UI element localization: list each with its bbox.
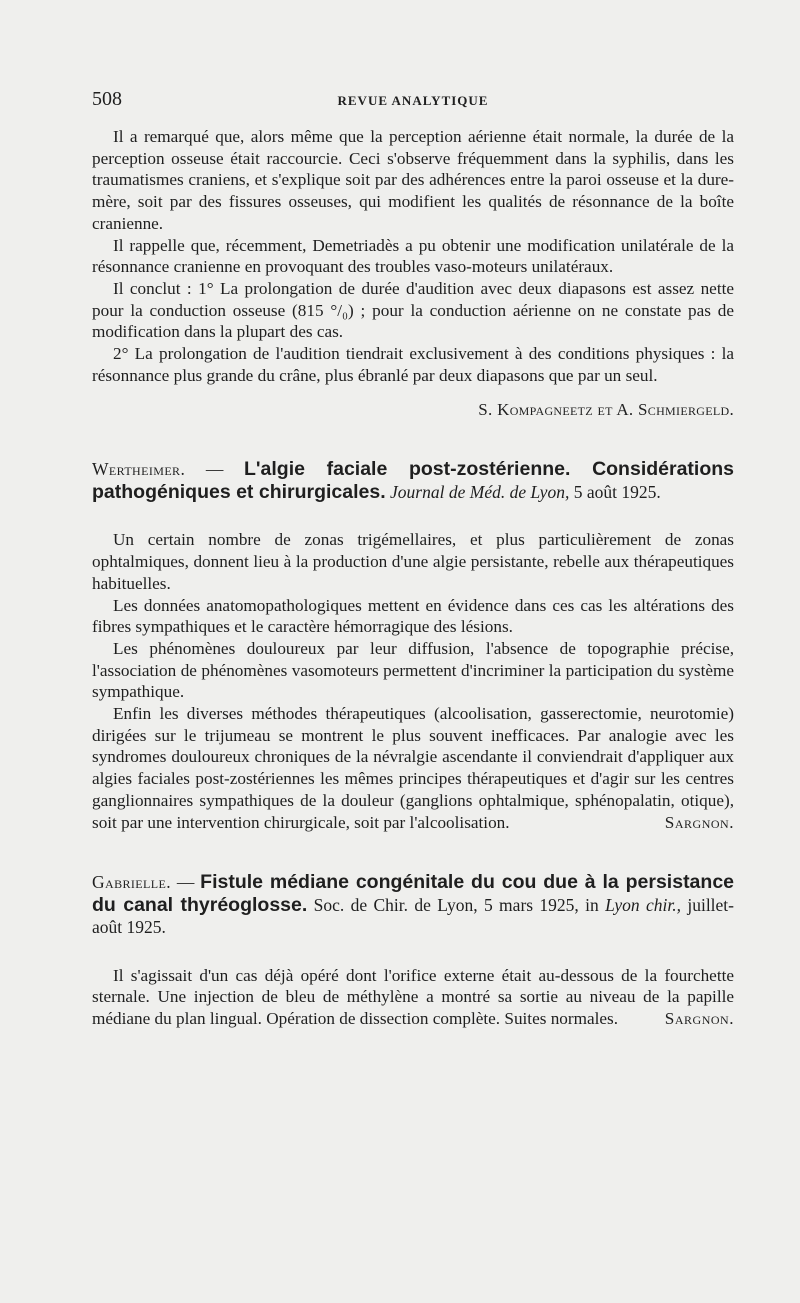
article-heading xyxy=(92,871,734,939)
article-author: Wertheimer. xyxy=(92,459,186,480)
journal-page xyxy=(92,82,734,1030)
heading-dash: — xyxy=(185,459,244,480)
paragraph-text: Il s'agissait d'un cas déjà opéré dont l'orifice externe était au-dessous de la fourchette sternale. Une injection de bleu de méthylène a montré sa sortie au niveau de la papille médiane du plan lingual. Opération de dissection complète. Suites normales. xyxy=(92,965,734,1029)
article-title: L'algie faciale post-zostérienne. Considérations pathogéniques et chirurgicales. xyxy=(92,458,735,503)
page-number: 508 xyxy=(92,88,122,110)
page-header xyxy=(92,82,734,112)
journal-name: Journal de Méd. de Lyon, xyxy=(390,481,570,502)
paragraph xyxy=(92,965,734,1030)
paragraph: Les phénomènes douloureux par leur diffusion, l'absence de topographie précise, l'association de phénomènes vasomoteurs permettent d'incriminer la participation du système sympathique. xyxy=(92,638,734,702)
paragraph: Il rappelle que, récemment, Demetriadès a pu obtenir une modification unilatérale de la résonnance cranienne en provoquant des troubles vaso-moteurs unilatéraux. xyxy=(92,235,734,277)
publication-date: 5 août 1925. xyxy=(573,481,661,502)
paragraph-text: Enfin les diverses méthodes thérapeutiques (alcoolisation, gasserectomie, neurotomie) dirigées sur le trijumeau se montrent le plus souvent inefficaces. Par analogie avec les syndromes douloureux chroniques de la névralgie ascendante il conviendrait d'appliquer aux algies faciales post-zostériennes les mêmes principes thérapeutiques et d'agir sur les centres ganglionnaires sympathiques de la douleur (ganglions ophtalmique, sphénopalatin, otique), soit par une intervention chirurgicale, soit par l'alcoolisation. xyxy=(92,704,734,832)
article-heading xyxy=(92,458,734,503)
article-signature: Sargnon. xyxy=(664,1009,734,1029)
heading-dash: — xyxy=(171,872,201,893)
paragraph: Les données anatomopathologiques mettent en évidence dans ces cas les altérations des fibres sympathiques et le caractère hémorragique des lésions. xyxy=(92,595,734,637)
article-author: Gabrielle. xyxy=(92,872,172,893)
journal-name: Lyon chir., xyxy=(605,894,681,915)
paragraph: Il a remarqué que, alors même que la perception aérienne était normale, la durée de la perception osseuse était raccourcie. Ceci s'observe fréquemment dans la syphilis, dans les traumatismes craniens, et s'explique soit par des adhérences entre la paroi osseuse et la dure-mère, soit par des fissures osseuses, qui modifient les qualités de résonnance de la boîte cranienne. xyxy=(92,127,734,233)
article-signature: S. Kompagneetz et A. Schmiergeld. xyxy=(478,400,734,420)
running-title: REVUE ANALYTIQUE xyxy=(337,93,489,108)
publication-date: juillet-août 1925. xyxy=(92,894,734,938)
paragraph: Un certain nombre de zonas trigémellaires, et plus particulièrement de zonas ophtalmiques, donnent lieu à la production d'une algie persistante, rebelle aux thérapeutiques habituelles. xyxy=(92,530,734,593)
paragraph: 2° La prolongation de l'audition tiendrait exclusivement à des conditions physiques : la résonnance plus grande du crâne, plus ébranlé par deux diapasons que par un seul. xyxy=(92,344,734,385)
article-kompagneetz-continued xyxy=(92,126,734,420)
article-gabrielle xyxy=(92,871,734,1030)
article-title: Fistule médiane congénitale du cou due à la persistance du canal thyréoglosse. xyxy=(92,871,735,916)
source-info: Soc. de Chir. de Lyon, 5 mars 1925, in xyxy=(307,894,606,915)
paragraph: Il conclut : 1° La prolongation de durée d'audition avec deux diapasons est assez nette pour la conduction osseuse (815 °/₀) ; pour la conduction aérienne on ne constate pas de modification dans la plupart des cas. xyxy=(92,278,734,342)
paragraph xyxy=(92,703,734,833)
article-signature: Sargnon. xyxy=(664,812,734,832)
article-wertheimer xyxy=(92,458,734,833)
